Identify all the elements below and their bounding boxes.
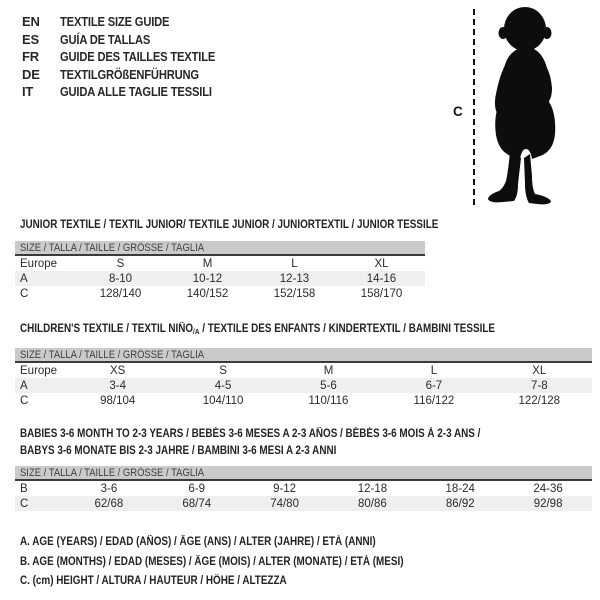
language-label: GUÍA DE TALLAS <box>60 31 151 47</box>
cell-value: L <box>291 257 298 270</box>
table-row <box>15 378 592 393</box>
cell-value: 14-16 <box>366 272 397 285</box>
title-prefix: CHILDREN'S TEXTILE / TEXTIL NIÑO <box>20 323 194 335</box>
cell-value: 5-6 <box>320 379 337 392</box>
table-row <box>15 363 592 378</box>
footnotes <box>20 533 466 592</box>
table-row <box>15 496 592 511</box>
cell-value: XL <box>532 364 547 377</box>
language-code: IT <box>22 84 34 100</box>
language-label: GUIDA ALLE TAGLIE TESSILI <box>60 84 212 100</box>
cell-value: M <box>202 257 213 270</box>
cell-value: 6-9 <box>188 482 206 495</box>
row-label: C <box>20 497 29 510</box>
footnote-b: B. AGE (MONTHS) / EDAD (MESES) / ÂGE (MOIS) / ALTER (MONATE) / ETÀ (MESI) <box>20 555 404 568</box>
cell-value: XL <box>374 257 389 270</box>
footnote-a: A. AGE (YEARS) / EDAD (AÑOS) / ÂGE (ANS) / ALTER (JAHRE) / ETÀ (ANNI) <box>20 536 376 548</box>
cell-value: 12-13 <box>279 272 310 285</box>
babies-table <box>15 466 592 511</box>
cell-value: 158/170 <box>360 287 403 300</box>
row-label: Europe <box>20 257 58 270</box>
junior-table-title <box>20 217 506 234</box>
cell-value: 10-12 <box>192 272 223 285</box>
table-row <box>15 481 592 496</box>
table-row <box>15 286 425 301</box>
cell-value: 98/104 <box>100 394 136 407</box>
cell-value: 7-8 <box>530 379 548 392</box>
size-header-bar <box>15 348 592 363</box>
cell-value: 8-10 <box>108 272 133 285</box>
cell-value: 18-24 <box>445 482 475 495</box>
language-list <box>22 13 240 101</box>
table-row <box>15 256 425 271</box>
language-code: DE <box>22 66 40 82</box>
language-code: FR <box>22 49 39 65</box>
babies-table-title <box>20 426 555 459</box>
children-table-title-text <box>20 321 495 341</box>
cell-value: 6-7 <box>425 379 443 392</box>
footnote-line <box>20 572 466 592</box>
cell-value: 140/152 <box>186 287 229 300</box>
cell-value: 110/116 <box>308 394 349 407</box>
language-code: EN <box>22 14 40 30</box>
cell-value: 4-5 <box>214 379 232 392</box>
row-label: C <box>20 287 29 300</box>
language-row <box>22 66 240 84</box>
cell-value: 104/110 <box>202 394 244 407</box>
cell-value: 92/98 <box>533 497 563 510</box>
junior-table-title-text: JUNIOR TEXTILE / TEXTIL JUNIOR/ TEXTILE JUNIOR / JUNIORTEXTIL / JUNIOR TESSILE <box>20 219 439 231</box>
row-label: A <box>20 379 28 392</box>
junior-table <box>15 241 425 301</box>
language-code: ES <box>22 31 39 47</box>
footnote-c: C. (cm) HEIGHT / ALTURA / HAUTEUR / HÖHE / ALTEZZA <box>20 575 287 587</box>
size-header-label: SIZE / TALLA / TAILLE / GRÖSSE / TAGLIA <box>20 466 205 479</box>
language-label: TEXTILGRÖßENFÜHRUNG <box>60 66 199 82</box>
height-c-label: C <box>453 104 463 119</box>
children-table-title <box>20 321 572 341</box>
babies-title-line2: BABYS 3-6 MONATE BIS 2-3 JAHRE / BAMBINI 3-6 MESI A 2-3 ANNI <box>20 444 337 457</box>
cell-value: 3-6 <box>100 482 118 495</box>
size-header-label: SIZE / TALLA / TAILLE / GRÖSSE / TAGLIA <box>20 348 205 361</box>
row-label: B <box>20 482 28 495</box>
cell-value: 62/68 <box>94 497 124 510</box>
cell-value: 9-12 <box>273 482 297 495</box>
cell-value: XS <box>110 364 126 377</box>
language-label: GUIDE DES TAILLES TEXTILE <box>60 49 216 65</box>
cell-value: 116/122 <box>413 394 455 407</box>
cell-value: 80/86 <box>358 497 387 510</box>
table-row <box>15 393 592 408</box>
language-row <box>22 48 240 66</box>
language-row <box>22 31 240 49</box>
cell-value: 24-36 <box>533 482 563 495</box>
cell-value: S <box>116 257 125 270</box>
row-label: Europe <box>20 364 58 377</box>
cell-value: 68/74 <box>182 497 212 510</box>
cell-value: 152/158 <box>273 287 316 300</box>
cell-value: 74/80 <box>270 497 299 510</box>
toddler-silhouette-icon <box>483 6 565 206</box>
cell-value: 12-18 <box>357 482 388 495</box>
language-row <box>22 83 240 101</box>
height-dashed-line <box>473 9 475 205</box>
children-table <box>15 348 592 408</box>
cell-value: 122/128 <box>518 394 561 407</box>
footnote-line <box>20 533 466 553</box>
cell-value: S <box>219 364 227 377</box>
cell-value: M <box>323 364 334 377</box>
babies-title-line1: BABIES 3-6 MONTH TO 2-3 YEARS / BEBÉS 3-6 MESES A 2-3 AÑOS / BÉBÉS 3-6 MOIS À 2-3 ANS / <box>20 428 481 440</box>
language-label: TEXTILE SIZE GUIDE <box>60 14 170 30</box>
language-row <box>22 13 240 31</box>
title-subscript: /A <box>193 327 200 336</box>
cell-value: 128/140 <box>99 287 142 300</box>
size-header-bar <box>15 241 425 256</box>
table-row <box>15 271 425 286</box>
size-header-label: SIZE / TALLA / TAILLE / GRÖSSE / TAGLIA <box>20 241 205 254</box>
title-suffix: / TEXTILE DES ENFANTS / KINDERTEXTIL / BAMBINI TESSILE <box>199 323 495 335</box>
size-header-bar <box>15 466 592 481</box>
row-label: C <box>20 394 29 407</box>
footnote-line <box>20 553 466 573</box>
cell-value: 3-4 <box>109 379 126 392</box>
row-label: A <box>20 272 28 285</box>
cell-value: 86/92 <box>445 497 475 510</box>
cell-value: L <box>430 364 438 377</box>
